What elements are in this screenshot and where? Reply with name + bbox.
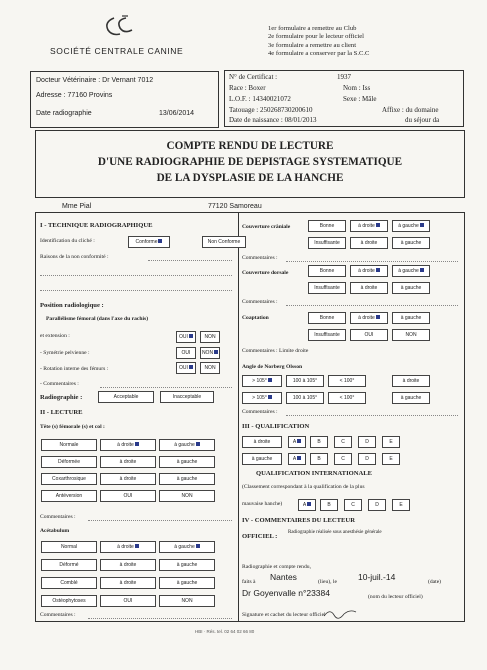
row-label: Coxarthrosique <box>52 476 86 482</box>
extension-non[interactable] <box>200 331 220 343</box>
date-label: (date) <box>428 579 442 585</box>
grade-label: D <box>375 502 379 508</box>
droite-label: à droite <box>117 442 134 448</box>
column-divider <box>238 212 239 622</box>
grade-label: C <box>341 456 345 462</box>
droite-label: à droite <box>119 459 137 465</box>
affixe-cont: du séjour da <box>405 116 440 124</box>
qual-gauche-D[interactable] <box>358 453 376 465</box>
qual-gauche <box>242 453 282 465</box>
gauche-label: à gauche <box>251 456 273 462</box>
grade-label: C <box>351 502 355 508</box>
conforme-label: Conforme <box>135 239 158 245</box>
int-E[interactable] <box>392 499 410 511</box>
reader-handwritten: Dr Goyenvalle n°23384 <box>242 588 330 598</box>
norberg-ge105-gauche[interactable] <box>242 392 282 404</box>
coaptation-label: Coaptation <box>242 315 269 321</box>
non-label: NON <box>405 332 417 338</box>
bonne-label: Bonne <box>319 315 335 321</box>
grade-label: E <box>389 439 393 445</box>
date-value: 13/06/2014 <box>159 110 195 117</box>
dotted-line <box>88 618 232 619</box>
qual-droite <box>242 436 282 448</box>
race: Race : Boxer <box>229 84 266 92</box>
norberg-100-105-droite[interactable] <box>286 375 324 387</box>
city-handwritten: Nantes <box>270 572 297 582</box>
non-label: NON <box>201 350 214 356</box>
coap-oui[interactable] <box>350 329 388 341</box>
affixe: Affixe : du domaine <box>382 106 439 114</box>
conforme-box[interactable] <box>128 236 170 248</box>
cr-bonne <box>308 220 346 232</box>
section-qualification: III - QUALIFICATION <box>242 423 310 430</box>
acet-normal-droite[interactable] <box>100 541 156 553</box>
non-label: NON <box>181 598 193 604</box>
do-insuffisante <box>308 282 346 294</box>
norberg-lt100-gauche[interactable] <box>328 392 366 404</box>
acet-deforme-droite[interactable] <box>100 559 156 571</box>
ge105-label: > 105° <box>252 395 267 401</box>
anteversion-oui[interactable] <box>100 490 156 502</box>
comments-label: Commentaires : <box>40 514 76 520</box>
dog-name: Nom : Iss <box>343 84 371 92</box>
norberg-label: Angle de Norberg Olsson <box>242 364 303 370</box>
droite-label: à droite <box>360 285 378 291</box>
acet-comble-gauche[interactable] <box>159 577 215 589</box>
acet-osteophytoses <box>41 595 97 607</box>
dotted-line <box>286 415 458 416</box>
check-mark-icon <box>420 268 424 272</box>
insuffisante-label: Insuffisante <box>314 240 340 246</box>
couverture-cr-label: Couverture crâniale <box>242 224 291 230</box>
row-label: Ostéophytoses <box>52 598 86 604</box>
owner-name: Mme Pial <box>62 203 92 210</box>
norberg-lt100-droite[interactable] <box>328 375 366 387</box>
parallelisme-label: Parallélisme fémoral (dans l'axe du rachis) <box>46 316 149 322</box>
lt100-label: < 100° <box>339 395 355 401</box>
coap-bonne <box>308 312 346 324</box>
check-mark-icon <box>158 239 162 243</box>
bonne-label: Bonne <box>319 223 335 229</box>
acetabulum-label: Acétabulum <box>40 528 70 534</box>
qual-int-label: QUALIFICATION INTERNATIONALE <box>256 470 373 477</box>
cr-insuf-droite[interactable] <box>350 237 388 249</box>
non-conforme-label: Non Conforme <box>207 239 241 245</box>
int-D[interactable] <box>368 499 386 511</box>
check-mark-icon <box>196 544 200 548</box>
norberg-100-105-gauche[interactable] <box>286 392 324 404</box>
rotation-label: - Rotation interne des fémurs : <box>40 366 109 372</box>
norberg-droite <box>392 375 430 387</box>
dotted-line <box>148 260 232 261</box>
droite-label: à droite <box>119 580 137 586</box>
tete-normale-droite[interactable] <box>100 439 156 451</box>
non-label: NON <box>204 334 216 340</box>
cert-number-label: N° de Certificat : <box>229 73 278 81</box>
gauche-label: à gauche <box>176 580 198 586</box>
row-label: Comblé <box>60 580 78 586</box>
copy-line-3: 3e formulaire a remettre au client <box>268 41 357 49</box>
tete-label: Tête (s) fémorale (s) et col : <box>40 424 105 430</box>
qual-gauche-C[interactable] <box>334 453 352 465</box>
do-commentaires: Commentaires : <box>242 299 278 305</box>
droite-label: à droite <box>402 378 420 384</box>
check-mark-icon <box>135 544 139 548</box>
osteophytoses-oui[interactable] <box>100 595 156 607</box>
row-label: Antéversion <box>55 493 83 499</box>
birth-date: Date de naissance : 08/01/2013 <box>229 116 317 124</box>
row-label: Déformé <box>59 562 79 568</box>
raisons-label: Raisons de la non conformité : <box>40 254 109 260</box>
fait-a-label: faits à <box>242 579 256 585</box>
extension-label: et extension : <box>40 333 70 339</box>
sex: Sexe : Mâle <box>343 95 377 103</box>
check-mark-icon <box>376 268 380 272</box>
bonne-label: Bonne <box>319 268 335 274</box>
rotation-non[interactable] <box>200 362 220 374</box>
qual-droite-E[interactable] <box>382 436 400 448</box>
qual-droite-D[interactable] <box>358 436 376 448</box>
acet-normal-gauche[interactable] <box>159 541 215 553</box>
tattoo: Tatouage : 250268730200610 <box>229 106 313 114</box>
gauche-label: à gauche <box>400 395 422 401</box>
vet-address: Adresse : 77160 Provins <box>36 92 113 99</box>
tete-normale-gauche[interactable] <box>159 439 215 451</box>
int-C[interactable] <box>344 499 362 511</box>
qual-gauche-E[interactable] <box>382 453 400 465</box>
inacceptable-label: Inacceptable <box>172 394 202 400</box>
officiel-label: OFFICIEL : <box>242 533 278 540</box>
acet-comble <box>41 577 97 589</box>
droite-label: à droite <box>358 268 375 274</box>
gauche-label: à gauche <box>176 562 198 568</box>
row-label: Normal <box>60 544 78 550</box>
qual-gauche-B[interactable] <box>310 453 328 465</box>
dotted-line <box>286 261 458 262</box>
dotted-line <box>100 387 232 388</box>
org-name: SOCIÉTÉ CENTRALE CANINE <box>50 46 184 56</box>
row-label: Normale <box>59 442 79 448</box>
inacceptable-box[interactable] <box>160 391 214 403</box>
coap-insuffisante <box>308 329 346 341</box>
non-label: NON <box>181 493 193 499</box>
norberg-gauche <box>392 392 430 404</box>
nom-lecteur-label: (nom du lecteur officiel) <box>368 594 423 600</box>
droite-label: à droite <box>119 562 137 568</box>
coap-non[interactable] <box>392 329 430 341</box>
qual-gauche-A[interactable] <box>288 453 306 465</box>
norberg-ge105-droite[interactable] <box>242 375 282 387</box>
gauche-label: à gauche <box>400 240 422 246</box>
ident-label: Identification du cliché : <box>40 238 95 244</box>
do-bonne-droite[interactable] <box>350 265 388 277</box>
section-lecture: II - LECTURE <box>40 409 83 416</box>
grade-label: C <box>341 439 345 445</box>
oui-label: OUI <box>364 332 374 338</box>
check-mark-icon <box>420 223 424 227</box>
tete-normale <box>41 439 97 451</box>
commentaires-label: - Commentaires : <box>40 381 79 387</box>
dotted-line <box>286 305 458 306</box>
check-mark-icon <box>214 350 218 354</box>
footer-text: HBI · Rés. tel. 02 64 02 66 80 <box>195 629 255 634</box>
check-mark-icon <box>268 395 272 399</box>
coap-bonne-droite[interactable] <box>350 312 388 324</box>
grade-label: E <box>399 502 403 508</box>
dotted-line <box>40 290 232 291</box>
vet-doctor: Docteur Vétérinaire : Dr Vernant 7012 <box>36 77 154 84</box>
official-comment: Radiographie réalisée sous anesthésie générale <box>288 530 382 535</box>
owner-city: 77120 Samoreau <box>208 203 262 210</box>
gauche-label: à gauche <box>174 544 195 550</box>
do-insuf-gauche[interactable] <box>392 282 430 294</box>
symetrie-label: - Symétrie pelvienne : <box>40 350 90 356</box>
grade-label: A <box>302 502 307 508</box>
cr-insuffisante <box>308 237 346 249</box>
title-line-3: DE LA DYSPLASIE DE LA HANCHE <box>156 172 344 184</box>
acet-normal <box>41 541 97 553</box>
grade-label: D <box>365 439 369 445</box>
do-insuf-droite[interactable] <box>350 282 388 294</box>
tete-deformee-gauche[interactable] <box>159 456 215 468</box>
scc-logo-icon <box>100 14 140 44</box>
tete-coxar-droite[interactable] <box>100 473 156 485</box>
extension-oui[interactable] <box>176 331 196 343</box>
anteversion-non[interactable] <box>159 490 215 502</box>
check-mark-icon <box>268 378 272 382</box>
droite-label: à droite <box>360 240 378 246</box>
lof: L.O.F. : 14340021072 <box>229 95 291 103</box>
date-label: Date radiographie <box>36 110 92 117</box>
qual-droite-C[interactable] <box>334 436 352 448</box>
grade-label: B <box>317 456 321 462</box>
dotted-line <box>88 520 232 521</box>
radiographie-label: Radiographie : <box>40 394 83 401</box>
copy-line-2: 2e formulaire pour le lecteur officiel <box>268 33 364 41</box>
cert-number: 1937 <box>337 73 351 81</box>
couverture-do-label: Couverture dorsale <box>242 270 289 276</box>
check-mark-icon <box>376 223 380 227</box>
symetrie-non[interactable] <box>200 347 220 359</box>
row-label: Déformée <box>58 459 80 465</box>
droite-label: à droite <box>253 439 271 445</box>
grade-label: A <box>292 439 297 445</box>
grade-label: A <box>292 456 297 462</box>
check-mark-icon <box>189 365 193 369</box>
int-B[interactable] <box>320 499 338 511</box>
check-mark-icon <box>297 439 301 443</box>
gauche-label: à gauche <box>398 223 419 229</box>
vet-box <box>30 71 219 128</box>
comments-label-2: Commentaires : <box>40 612 76 618</box>
do-bonne-gauche[interactable] <box>392 265 430 277</box>
tete-coxarthrosique <box>41 473 97 485</box>
acceptable-label: Acceptable <box>113 394 139 400</box>
classement-label: (Classement correspondant à la qualification de la plus <box>242 484 365 490</box>
tete-coxar-gauche[interactable] <box>159 473 215 485</box>
rotation-oui[interactable] <box>176 362 196 374</box>
position-label: Position radiologique : <box>40 302 104 309</box>
ge105-label: > 105° <box>252 378 267 384</box>
oui-label: OUI <box>123 493 133 499</box>
rendu-label: Radiographie et compte rendu, <box>242 564 311 570</box>
oui-label: OUI <box>179 334 188 340</box>
tete-deformee-droite[interactable] <box>100 456 156 468</box>
droite-label: à droite <box>117 544 134 550</box>
grade-label: D <box>365 456 369 462</box>
cr-bonne-gauche[interactable] <box>392 220 430 232</box>
cr-bonne-droite[interactable] <box>350 220 388 232</box>
insuffisante-label: Insuffisante <box>314 332 340 338</box>
section-commentaires: IV - COMMENTAIRES DU LECTEUR <box>242 517 355 524</box>
cr-commentaires: Commentaires : <box>242 255 278 261</box>
certificate-box <box>224 70 464 127</box>
droite-label: à droite <box>358 223 375 229</box>
gauche-label: à gauche <box>400 315 422 321</box>
qual-droite-A[interactable] <box>288 436 306 448</box>
non-label: NON <box>204 365 216 371</box>
cr-insuf-gauche[interactable] <box>392 237 430 249</box>
acet-comble-droite[interactable] <box>100 577 156 589</box>
oui-label: OUI <box>181 350 191 356</box>
tete-deformee <box>41 456 97 468</box>
section-technique: I - TECHNIQUE RADIOGRAPHIQUE <box>40 222 153 229</box>
oui-label: OUI <box>123 598 133 604</box>
range-label: 100 à 105° <box>292 378 318 384</box>
gauche-label: à gauche <box>174 442 195 448</box>
title-line-1: COMPTE RENDU DE LECTURE <box>166 140 334 152</box>
grade-label: B <box>327 502 331 508</box>
droite-label: à droite <box>358 315 375 321</box>
gauche-label: à gauche <box>176 476 198 482</box>
coap-commentaire: Commentaires : Limite droite <box>242 348 309 354</box>
report-title <box>35 130 465 198</box>
check-mark-icon <box>135 442 139 446</box>
qual-droite-B[interactable] <box>310 436 328 448</box>
copies-list <box>268 25 369 59</box>
date-handwritten: 10-juil.-14 <box>358 572 396 582</box>
copy-line-1: 1er formulaire a remettre au Club <box>268 25 357 32</box>
droite-label: à droite <box>119 476 137 482</box>
tete-anteversion <box>41 490 97 502</box>
lieu-label: (lieu), le <box>318 579 337 585</box>
gauche-label: à gauche <box>398 268 419 274</box>
grade-label: E <box>389 456 393 462</box>
copy-line-4: 4e formulaire a conserver par la S.C.C <box>268 50 370 58</box>
signature-icon <box>322 606 358 620</box>
osteophytoses-non[interactable] <box>159 595 215 607</box>
signature-label: Signature et cachet du lecteur officiel <box>242 612 326 618</box>
check-mark-icon <box>297 456 301 460</box>
dotted-line <box>40 275 232 276</box>
acet-deforme-gauche[interactable] <box>159 559 215 571</box>
oui-label: OUI <box>179 365 188 371</box>
coap-bonne-gauche[interactable] <box>392 312 430 324</box>
grade-label: B <box>317 439 321 445</box>
check-mark-icon <box>189 334 193 338</box>
title-line-2: D'UNE RADIOGRAPHIE DE DEPISTAGE SYSTEMATIQUE <box>97 156 403 168</box>
insuffisante-label: Insuffisante <box>314 285 340 291</box>
lt100-label: < 100° <box>339 378 355 384</box>
check-mark-icon <box>307 502 311 506</box>
gauche-label: à gauche <box>400 285 422 291</box>
check-mark-icon <box>196 442 200 446</box>
do-bonne <box>308 265 346 277</box>
acceptable-box[interactable] <box>98 391 154 403</box>
non-conforme-box[interactable] <box>202 236 246 248</box>
range-label: 100 à 105° <box>292 395 318 401</box>
acet-deforme <box>41 559 97 571</box>
classement-label-2: mauvaise hanche) <box>242 501 283 507</box>
norberg-commentaires: Commentaires : <box>242 409 278 415</box>
symetrie-oui[interactable] <box>176 347 196 359</box>
gauche-label: à gauche <box>176 459 198 465</box>
int-A[interactable] <box>298 499 316 511</box>
check-mark-icon <box>376 315 380 319</box>
